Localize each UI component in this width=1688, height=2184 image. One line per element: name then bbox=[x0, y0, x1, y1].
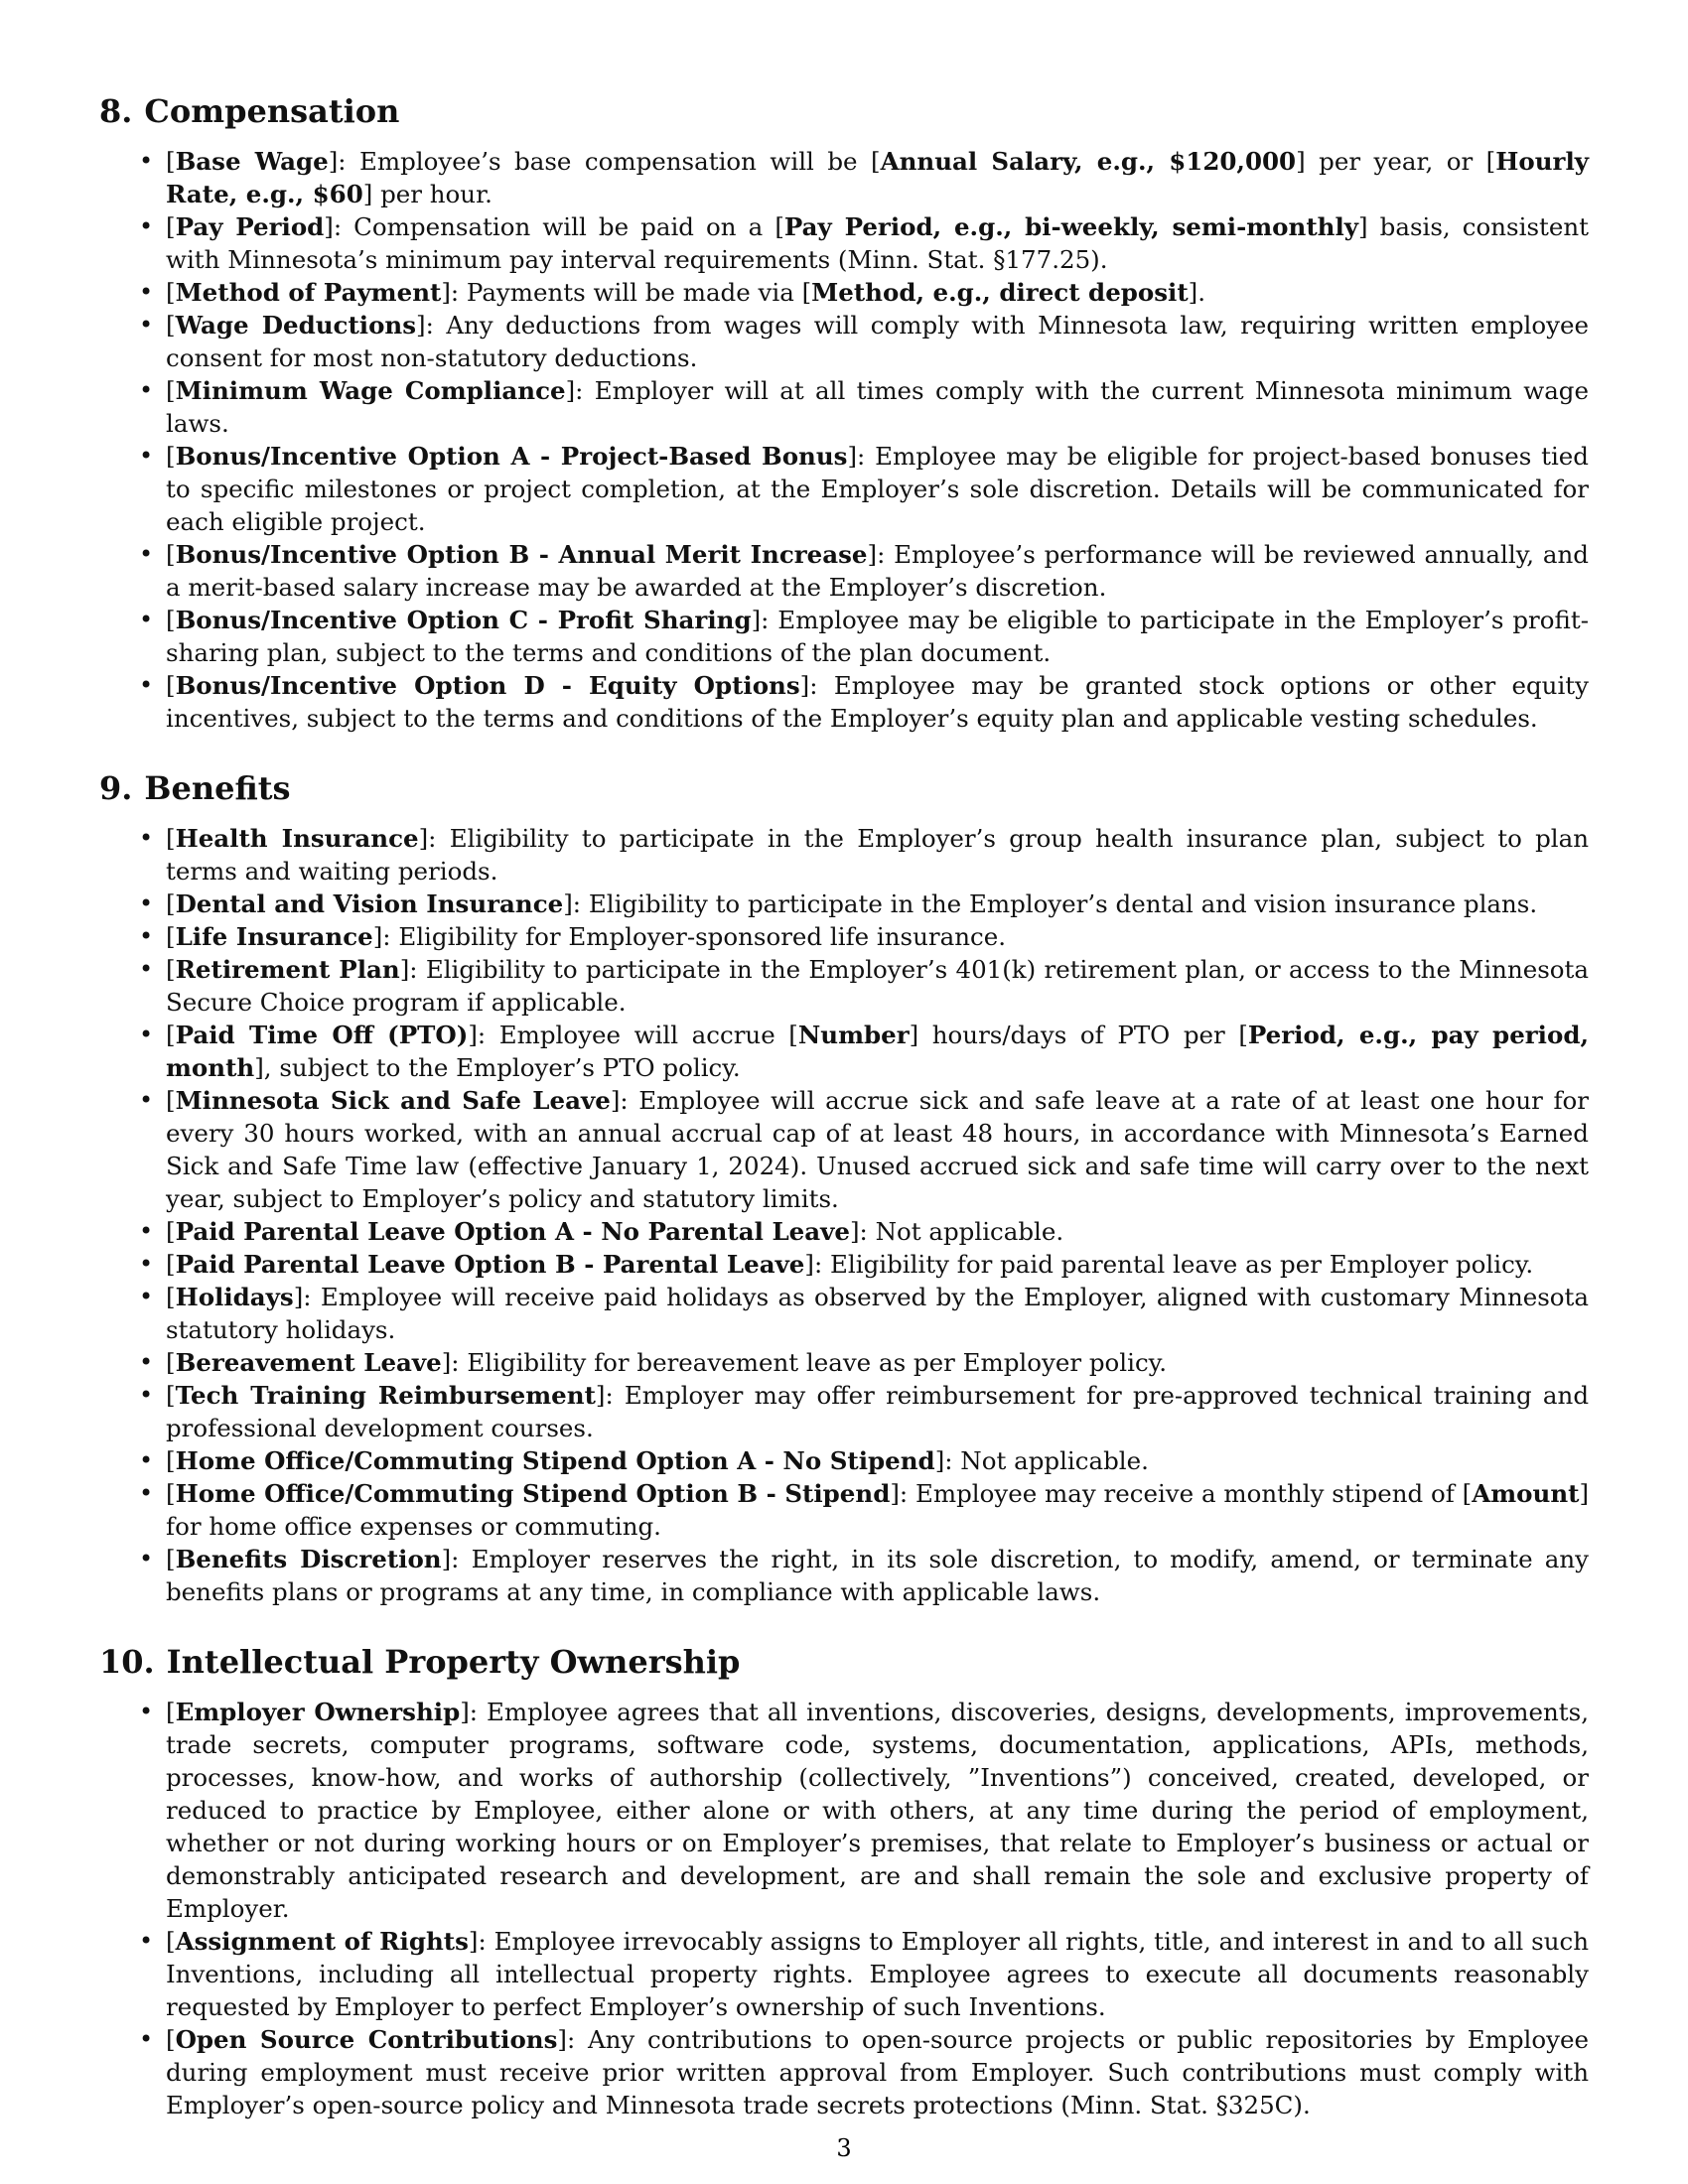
item-text: [ bbox=[166, 1698, 176, 1726]
item-text: [ bbox=[166, 1086, 176, 1115]
item-label: Paid Time Off (PTO) bbox=[175, 1021, 469, 1049]
item-text: ]: Payments will be made via [ bbox=[441, 278, 812, 307]
item-label: Bonus/Incentive Option A - Project-Based Bonus bbox=[175, 442, 848, 471]
item-label: Minimum Wage Compliance bbox=[175, 376, 566, 405]
section-compensation bbox=[99, 91, 1589, 735]
item-text: [ bbox=[166, 540, 176, 569]
list-item bbox=[139, 1696, 1589, 1925]
item-label: Bonus/Incentive Option B - Annual Merit Increase bbox=[175, 540, 868, 569]
item-text: ]: Employee will accrue sick and safe leave at a rate of at least one hour for every 30 hours worked, with an annual accrual cap of at least 48 hours, in accordance with Minnesota’s Earned Sick and Safe Time law (effective January 1, 2024). Unused accrued sick and safe time will carry over to the next year, subject to Employer’s policy and statutory limits. bbox=[166, 1086, 1589, 1213]
item-text: [ bbox=[166, 922, 176, 951]
item-label: Bereavement Leave bbox=[175, 1348, 442, 1377]
bullet-icon: • bbox=[139, 824, 154, 852]
bullet-icon: • bbox=[139, 922, 154, 950]
item-text: [ bbox=[166, 1479, 176, 1508]
list-item bbox=[139, 1925, 1589, 2023]
list-item bbox=[139, 1346, 1589, 1379]
item-text: [ bbox=[166, 1283, 176, 1311]
item-text: ]: Employee may be eligible to participate in the Employer’s profit-sharing plan, subject to the terms and conditions of the plan document. bbox=[166, 606, 1589, 667]
section-title: Benefits bbox=[144, 769, 291, 807]
item-text: [ bbox=[166, 2025, 176, 2054]
item-text: ]: Eligibility to participate in the Employer’s dental and vision insurance plans. bbox=[563, 889, 1538, 918]
bullet-icon: • bbox=[139, 540, 154, 568]
section-benefits bbox=[99, 768, 1589, 1608]
item-label: Home Office/Commuting Stipend Option A - No Stipend bbox=[175, 1446, 935, 1475]
list-item bbox=[139, 887, 1589, 920]
item-label: Annual Salary, e.g., $120,000 bbox=[880, 147, 1297, 176]
bullet-icon: • bbox=[139, 278, 154, 306]
bullet-icon: • bbox=[139, 1446, 154, 1474]
item-label: Holidays bbox=[175, 1283, 294, 1311]
list-item bbox=[139, 210, 1589, 276]
item-text: ] basis, consistent with Minnesota’s minimum pay interval requirements (Minn. Stat. §177.25). bbox=[166, 212, 1589, 274]
item-text: ]: Eligibility to participate in the Employer’s group health insurance plan, subject to plan terms and waiting periods. bbox=[166, 824, 1589, 886]
bullet-icon: • bbox=[139, 1698, 154, 1725]
item-text: ] per year, or [ bbox=[1296, 147, 1496, 176]
section-number: 9. bbox=[99, 769, 133, 807]
bullet-icon: • bbox=[139, 1021, 154, 1048]
list-item bbox=[139, 1543, 1589, 1608]
list-item bbox=[139, 440, 1589, 538]
item-text: ]: Employee will accrue [ bbox=[468, 1021, 798, 1049]
item-text: ]: Employee irrevocably assigns to Employer all rights, title, and interest in and to all such Inventions, including all intellectual property rights. Employee agrees to execute all documents reasonably requested by Employer to perfect Employer’s ownership of such Inventions. bbox=[166, 1927, 1589, 2021]
list-item bbox=[139, 1215, 1589, 1248]
item-label: Bonus/Incentive Option C - Profit Sharing bbox=[175, 606, 752, 634]
item-text: [ bbox=[166, 889, 176, 918]
bullet-icon: • bbox=[139, 1250, 154, 1278]
item-label: Paid Parental Leave Option A - No Parental Leave bbox=[175, 1217, 850, 1246]
list-item bbox=[139, 1477, 1590, 1543]
list-item bbox=[139, 604, 1589, 669]
list-item bbox=[139, 953, 1589, 1019]
list-item bbox=[139, 822, 1589, 887]
bullet-icon: • bbox=[139, 1927, 154, 1955]
bullet-icon: • bbox=[139, 376, 154, 404]
item-text: [ bbox=[166, 376, 176, 405]
section-heading bbox=[99, 768, 1589, 808]
item-label: Employer Ownership bbox=[175, 1698, 461, 1726]
item-text: ]: Employee may be eligible for project-based bonuses tied to specific milestones or project completion, at the Employer’s sole discretion. Details will be communicated for each eligible project. bbox=[166, 442, 1589, 536]
item-text: ]: Eligibility for bereavement leave as per Employer policy. bbox=[441, 1348, 1168, 1377]
item-text: ]: Employer will at all times comply with the current Minnesota minimum wage laws. bbox=[166, 376, 1589, 438]
list-item bbox=[139, 374, 1589, 440]
section-heading bbox=[99, 1642, 1589, 1682]
item-label: Life Insurance bbox=[175, 922, 373, 951]
bullet-icon: • bbox=[139, 606, 154, 633]
item-text: ] hours/days of PTO per [ bbox=[909, 1021, 1248, 1049]
section-title: Intellectual Property Ownership bbox=[166, 1643, 741, 1681]
item-label: Retirement Plan bbox=[175, 955, 400, 984]
item-text: [ bbox=[166, 1381, 176, 1410]
bullet-list bbox=[99, 145, 1589, 735]
item-text: ], subject to the Employer’s PTO policy. bbox=[254, 1053, 741, 1082]
item-text: [ bbox=[166, 147, 176, 176]
item-text: ]. bbox=[1188, 278, 1206, 307]
item-label: Open Source Contributions bbox=[175, 2025, 558, 2054]
item-text: ]: Employee agrees that all inventions, discoveries, designs, developments, improvements, trade secrets, computer programs, software code, systems, documentation, applications, APIs, methods, processes, know-how, and works of authorship (collectively, ”Inventions”) conceived, created, developed, or reduced to practice by Employee, either alone or with others, at any time during the period of employment, whether or not during working hours or on Employer’s premises, that relate to Employer’s business or actual or demonstrably anticipated research and development, are and shall remain the sole and exclusive property of Employer. bbox=[166, 1698, 1589, 1923]
bullet-icon: • bbox=[139, 1283, 154, 1310]
bullet-icon: • bbox=[139, 1545, 154, 1572]
bullet-list bbox=[99, 822, 1589, 1608]
item-text: ]: Eligibility for paid parental leave as per Employer policy. bbox=[804, 1250, 1534, 1279]
item-text: ]: Employee may be granted stock options or other equity incentives, subject to the terms and conditions of the Employer’s equity plan and applicable vesting schedules. bbox=[166, 671, 1589, 733]
item-text: [ bbox=[166, 1021, 176, 1049]
item-text: [ bbox=[166, 311, 176, 340]
list-item bbox=[139, 309, 1589, 374]
item-text: [ bbox=[166, 212, 176, 241]
item-label: Pay Period bbox=[175, 212, 325, 241]
page-number: 3 bbox=[836, 2134, 852, 2162]
item-text: [ bbox=[166, 1250, 176, 1279]
bullet-list bbox=[99, 1696, 1589, 2121]
item-text: ]: Employee’s performance will be reviewed annually, and a merit-based salary increase may be awarded at the Employer’s discretion. bbox=[166, 540, 1589, 602]
item-label: Tech Training Reimbursement bbox=[175, 1381, 596, 1410]
item-text: [ bbox=[166, 671, 176, 700]
list-item bbox=[139, 1281, 1589, 1346]
item-label: Dental and Vision Insurance bbox=[175, 889, 564, 918]
bullet-icon: • bbox=[139, 889, 154, 917]
section-number: 8. bbox=[99, 92, 133, 130]
list-item bbox=[139, 276, 1589, 309]
item-text: [ bbox=[166, 1446, 176, 1475]
bullet-icon: • bbox=[139, 1348, 154, 1376]
list-item bbox=[139, 1084, 1589, 1215]
list-item bbox=[139, 2023, 1589, 2121]
item-label: Minnesota Sick and Safe Leave bbox=[175, 1086, 611, 1115]
item-label: Base Wage bbox=[175, 147, 329, 176]
item-text: [ bbox=[166, 442, 176, 471]
list-item bbox=[139, 538, 1589, 604]
item-text: ]: Not applicable. bbox=[849, 1217, 1064, 1246]
list-item bbox=[139, 1019, 1589, 1084]
item-text: ]: Employee will receive paid holidays as observed by the Employer, aligned with customary Minnesota statutory holidays. bbox=[166, 1283, 1589, 1344]
bullet-icon: • bbox=[139, 1479, 154, 1507]
bullet-icon: • bbox=[139, 955, 154, 983]
item-label: Number bbox=[797, 1021, 910, 1049]
list-item bbox=[139, 1379, 1590, 1444]
bullet-icon: • bbox=[139, 2025, 154, 2053]
item-label: Period, e.g., pay period, month bbox=[166, 1021, 1589, 1082]
item-text: [ bbox=[166, 606, 176, 634]
item-label: Assignment of Rights bbox=[175, 1927, 469, 1956]
item-label: Benefits Discretion bbox=[175, 1545, 442, 1573]
item-text: ]: Not applicable. bbox=[934, 1446, 1149, 1475]
item-text: [ bbox=[166, 1348, 176, 1377]
item-label: Amount bbox=[1472, 1479, 1580, 1508]
list-item bbox=[139, 1248, 1589, 1281]
list-item bbox=[139, 920, 1589, 953]
item-label: Paid Parental Leave Option B - Parental Leave bbox=[175, 1250, 805, 1279]
item-text: ]: Eligibility to participate in the Employer’s 401(k) retirement plan, or access to the Minnesota Secure Choice program if applicable. bbox=[166, 955, 1589, 1017]
list-item bbox=[139, 1444, 1589, 1477]
item-label: Health Insurance bbox=[175, 824, 419, 853]
bullet-icon: • bbox=[139, 671, 154, 699]
item-label: Method, e.g., direct deposit bbox=[811, 278, 1189, 307]
item-text: ]: Employee’s base compensation will be [ bbox=[328, 147, 881, 176]
item-label: Hourly Rate, e.g., $60 bbox=[166, 147, 1589, 208]
item-text: ]: Employer may offer reimbursement for pre-approved technical training and professional development courses. bbox=[166, 1381, 1590, 1442]
item-label: Wage Deductions bbox=[175, 311, 417, 340]
item-text: [ bbox=[166, 1217, 176, 1246]
list-item bbox=[139, 145, 1589, 210]
item-text: [ bbox=[166, 278, 176, 307]
item-text: ]: Compensation will be paid on a [ bbox=[324, 212, 784, 241]
item-text: [ bbox=[166, 1927, 176, 1956]
item-text: ] for home office expenses or commuting. bbox=[166, 1479, 1590, 1541]
document-page bbox=[99, 91, 1589, 2155]
item-label: Bonus/Incentive Option D - Equity Options bbox=[175, 671, 800, 700]
section-heading bbox=[99, 91, 1589, 131]
bullet-icon: • bbox=[139, 212, 154, 240]
list-item bbox=[139, 669, 1589, 735]
bullet-icon: • bbox=[139, 1381, 154, 1409]
section-number: 10. bbox=[99, 1643, 155, 1681]
item-label: Method of Payment bbox=[175, 278, 442, 307]
section-title: Compensation bbox=[144, 92, 400, 130]
item-label: Home Office/Commuting Stipend Option B - Stipend bbox=[175, 1479, 891, 1508]
item-text: ]: Eligibility for Employer-sponsored life insurance. bbox=[372, 922, 1006, 951]
item-text: ] per hour. bbox=[362, 180, 492, 208]
bullet-icon: • bbox=[139, 311, 154, 339]
item-text: ]: Employer reserves the right, in its sole discretion, to modify, amend, or terminate any benefits plans or programs at any time, in compliance with applicable laws. bbox=[166, 1545, 1589, 1606]
item-text: ]: Any deductions from wages will comply with Minnesota law, requiring written employee consent for most non-statutory deductions. bbox=[166, 311, 1589, 372]
item-text: [ bbox=[166, 824, 176, 853]
item-label: Pay Period, e.g., bi-weekly, semi-monthly bbox=[783, 212, 1359, 241]
item-text: [ bbox=[166, 955, 176, 984]
section-intellectual-property bbox=[99, 1642, 1589, 2121]
bullet-icon: • bbox=[139, 442, 154, 470]
item-text: ]: Any contributions to open-source projects or public repositories by Employee during employment must receive prior written approval from Employer. Such contributions must comply with Employer’s open-source policy and Minnesota trade secrets protections (Minn. Stat. §325C). bbox=[166, 2025, 1589, 2119]
bullet-icon: • bbox=[139, 1086, 154, 1114]
item-text: [ bbox=[166, 1545, 176, 1573]
item-text: ]: Employee may receive a monthly stipend of [ bbox=[890, 1479, 1473, 1508]
bullet-icon: • bbox=[139, 147, 154, 175]
bullet-icon: • bbox=[139, 1217, 154, 1245]
